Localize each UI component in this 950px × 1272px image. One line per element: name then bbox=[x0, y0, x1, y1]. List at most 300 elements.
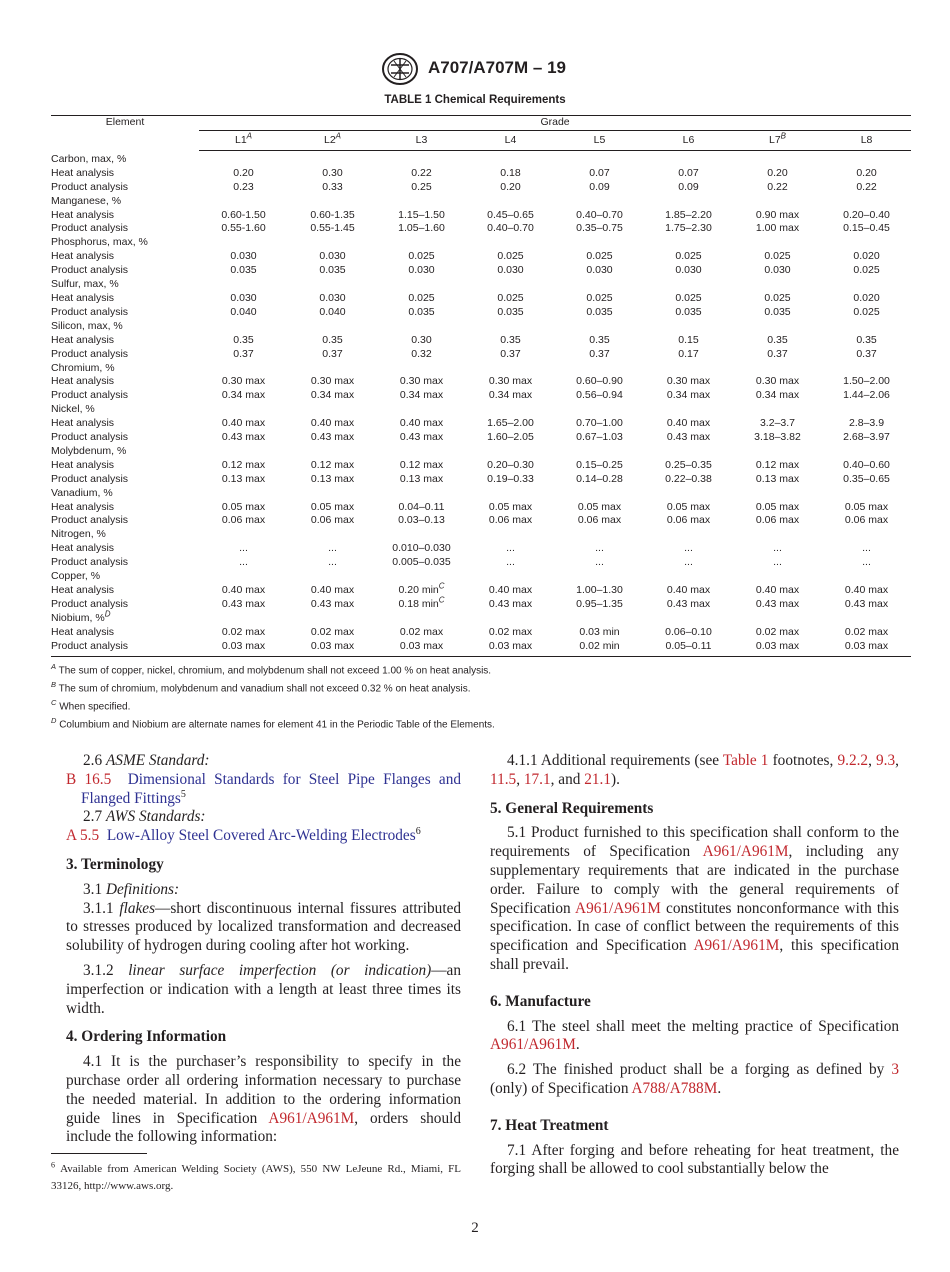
table-cell: 0.20 bbox=[500, 180, 521, 193]
table-cell: 0.010–0.030 bbox=[392, 542, 451, 555]
table-cell: 0.37 bbox=[500, 347, 521, 360]
heading-general-requirements: 5. General Requirements bbox=[490, 799, 654, 817]
element-name: Carbon, max, % bbox=[51, 152, 127, 165]
para-6-1: 6.1 The steel shall meet the melting practice of Specification A961/A961M. bbox=[490, 1017, 899, 1054]
table-row bbox=[51, 181, 911, 195]
table-cell: 0.04–0.11 bbox=[398, 500, 445, 513]
table-cell: 0.37 bbox=[856, 347, 877, 360]
table-cell: 0.15–0.25 bbox=[576, 458, 623, 471]
table-title: TABLE 1 Chemical Requirements bbox=[384, 94, 566, 106]
table-cell: 0.025 bbox=[764, 250, 791, 263]
table-cell: 0.35–0.65 bbox=[843, 472, 890, 485]
table-row bbox=[51, 167, 911, 181]
table-footnote: $^A$ The sum of copper, nickel, chromium, and molybdenum shall not exceed 1.00 % on heat analysis. bbox=[51, 662, 492, 677]
table-cell: 0.43 max bbox=[666, 597, 711, 610]
para-3-1-2: 3.1.2 linear surface imperfection (or indication)—an imperfection or indication with a length at least three times its width. bbox=[66, 961, 461, 1017]
table-cell: 0.70–1.00 bbox=[576, 417, 623, 430]
element-group-row bbox=[51, 150, 911, 166]
analysis-label: Product analysis bbox=[51, 389, 129, 402]
table-cell: 0.03 max bbox=[466, 640, 555, 656]
link-21-1[interactable]: 21.1 bbox=[584, 770, 611, 788]
table-cell: 0.55-1.45 bbox=[310, 222, 355, 235]
table-cell: 0.040 bbox=[319, 305, 346, 318]
table-cell: 0.025 bbox=[497, 291, 524, 304]
table-cell: 0.43 max bbox=[221, 597, 266, 610]
table-cell: 0.030 bbox=[764, 264, 791, 277]
analysis-label: Heat analysis bbox=[51, 458, 115, 471]
table-cell: 0.02 max bbox=[844, 625, 889, 638]
table-cell: 1.75–2.30 bbox=[665, 222, 712, 235]
table-cell: 0.30 max bbox=[666, 375, 711, 388]
table-cell: 0.40–0.70 bbox=[576, 208, 623, 221]
table-cell: 0.09 bbox=[678, 180, 699, 193]
chemical-requirements-table bbox=[51, 115, 911, 657]
table-cell: 0.12 max bbox=[221, 458, 266, 471]
element-header: Element bbox=[51, 116, 199, 151]
table-cell: 0.035 bbox=[497, 305, 524, 318]
table-cell: 0.60–0.90 bbox=[576, 375, 623, 388]
link-a961[interactable]: A961/A961M bbox=[693, 937, 780, 955]
table-cell: 0.03 min bbox=[579, 625, 620, 638]
page-header bbox=[0, 50, 950, 90]
table-cell: 0.34 max bbox=[666, 389, 711, 402]
element-name: Vanadium, % bbox=[51, 486, 113, 499]
table-row bbox=[51, 348, 911, 362]
link-a788[interactable]: A788/A788M bbox=[631, 1079, 718, 1097]
table-cell: 0.34 max bbox=[399, 389, 444, 402]
grade-l6-header: L6 bbox=[644, 130, 733, 150]
grade-l1-header: $L1^A$ bbox=[199, 130, 288, 150]
table-cell: 0.030 bbox=[675, 264, 702, 277]
table-footnote: $^B$ The sum of chromium, molybdenum and vanadium shall not exceed 0.32 % on heat analysis. bbox=[51, 679, 471, 695]
table-cell: 0.035 bbox=[764, 305, 791, 318]
table-cell: 0.06 max bbox=[666, 514, 711, 527]
element-name: Silicon, max, % bbox=[51, 319, 123, 332]
table-cell: 0.06 max bbox=[844, 514, 889, 527]
grade-l8-header: L8 bbox=[822, 130, 911, 150]
table-cell: 0.20 $\min^C$ bbox=[398, 581, 445, 596]
analysis-label: Heat analysis bbox=[51, 584, 115, 596]
table-cell: 0.35 bbox=[322, 333, 343, 346]
table-cell: 1.05–1.60 bbox=[398, 222, 445, 235]
table-row bbox=[51, 209, 911, 223]
link-11-5[interactable]: 11.5 bbox=[490, 770, 517, 788]
para-4-1: 4.1 It is the purchaser’s responsibility to specify in the purchase order all ordering information necessary to purchase the needed material. In addition to the ordering information guide lines in Specification A961/A961M, orders should include the following information: bbox=[66, 1053, 462, 1146]
grade-l5-header: L5 bbox=[555, 130, 644, 150]
table-cell: 0.14–0.28 bbox=[576, 472, 623, 485]
table-cell: 0.02 max bbox=[310, 625, 355, 638]
table-cell: 0.25 bbox=[411, 180, 432, 193]
table-footnote: $^C$ When specified. bbox=[51, 697, 131, 713]
table-cell: ... bbox=[773, 542, 782, 555]
table-cell: 0.035 bbox=[408, 305, 435, 318]
table-cell: 0.05 max bbox=[310, 500, 355, 513]
table-cell: 0.30 max bbox=[399, 375, 444, 388]
table-cell: 0.05–0.11 bbox=[644, 640, 733, 656]
table-cell: 0.12 max bbox=[399, 458, 444, 471]
table-cell: ... bbox=[862, 556, 871, 569]
table-cell: 1.50–2.00 bbox=[843, 375, 890, 388]
table-cell: 0.02 max bbox=[221, 625, 266, 638]
link-9-2-2[interactable]: 9.2.2 bbox=[837, 752, 869, 769]
analysis-label: Product analysis bbox=[51, 472, 129, 485]
analysis-label: Product analysis bbox=[51, 640, 199, 656]
table-cell: 0.035 bbox=[586, 305, 613, 318]
table-cell: 0.035 bbox=[230, 264, 257, 277]
table-cell: 0.13 max bbox=[310, 472, 355, 485]
table-cell: 0.37 bbox=[589, 347, 610, 360]
link-a961[interactable]: A961/A961M bbox=[575, 899, 661, 917]
element-group-row bbox=[51, 445, 911, 459]
table-cell: 0.030 bbox=[319, 250, 346, 263]
table-cell: 0.34 max bbox=[310, 389, 355, 402]
table-cell: 0.30 bbox=[322, 166, 343, 179]
table-cell: 0.030 bbox=[408, 264, 435, 277]
table-cell: 0.06 max bbox=[488, 514, 533, 527]
footnote-6: $^6$ Available from American Welding Society (AWS), 550 NW LeJeune Rd., Miami, FL 33126, http://www.aws.org. bbox=[51, 1160, 462, 1192]
element-group-row bbox=[51, 570, 911, 584]
table-cell: 0.025 bbox=[586, 250, 613, 263]
element-group-row bbox=[51, 195, 911, 209]
table-cell: 0.15–0.45 bbox=[843, 222, 890, 235]
table-cell: 0.025 bbox=[675, 291, 702, 304]
table-cell: 0.15 bbox=[678, 333, 699, 346]
table-cell: 1.00 max bbox=[755, 222, 800, 235]
right-column bbox=[490, 752, 899, 1179]
table-cell: 0.40 max bbox=[488, 584, 533, 596]
table-cell: 0.05 max bbox=[755, 500, 800, 513]
table-row bbox=[51, 306, 911, 320]
table-cell: 0.55-1.60 bbox=[221, 222, 266, 235]
table-cell: 0.03–0.13 bbox=[398, 514, 445, 527]
table-cell: 0.40 max bbox=[755, 584, 800, 596]
table-cell: 0.30 max bbox=[755, 375, 800, 388]
table-cell: 0.030 bbox=[497, 264, 524, 277]
table-cell: 0.35 bbox=[589, 333, 610, 346]
element-name: Nitrogen, % bbox=[51, 528, 106, 541]
table-cell: 0.90 max bbox=[755, 208, 800, 221]
table-cell: 0.43 max bbox=[310, 597, 355, 610]
grade-header: Grade bbox=[199, 116, 911, 131]
table-cell: 0.34 max bbox=[221, 389, 266, 402]
table-cell: ... bbox=[239, 556, 248, 569]
table-cell: 0.40 max bbox=[666, 417, 711, 430]
table-cell: 0.40 max bbox=[666, 584, 711, 596]
table-cell: 0.03 max bbox=[377, 640, 466, 656]
table-cell: 0.025 bbox=[853, 305, 880, 318]
table-cell: 0.23 bbox=[233, 180, 254, 193]
table-row bbox=[51, 584, 911, 598]
table-cell: 0.40 max bbox=[221, 417, 266, 430]
analysis-label: Product analysis bbox=[51, 597, 129, 610]
para-3-1-1: 3.1.1 flakes—short discontinuous internal fissures attributed to stresses produced by localized transformation and decreased solubility of hydrogen during cooling after hot working. bbox=[66, 899, 462, 955]
element-name: Copper, % bbox=[51, 570, 101, 583]
element-name: Niobium, %$^D$ bbox=[51, 609, 111, 624]
ref-b16-5[interactable]: B 16.5 Dimensional Standards for Steel Pipe Flanges and Flanged Fittings$^5$ bbox=[66, 770, 461, 807]
table-cell: 0.09 bbox=[589, 180, 610, 193]
analysis-label: Product analysis bbox=[51, 180, 129, 193]
table-cell: 0.20 bbox=[856, 166, 877, 179]
element-name: Sulfur, max, % bbox=[51, 278, 119, 291]
table-cell: ... bbox=[506, 556, 515, 569]
table-cell: 0.02 max bbox=[488, 625, 533, 638]
table-cell: 0.40–0.70 bbox=[487, 222, 534, 235]
table-cell: 0.43 max bbox=[666, 431, 711, 444]
analysis-label: Heat analysis bbox=[51, 375, 115, 388]
element-group-row bbox=[51, 278, 911, 292]
para-6-2: 6.2 The finished product shall be a forging as defined by 3 (only) of Specification A788/A788M. bbox=[490, 1061, 899, 1097]
table-cell: 3.2–3.7 bbox=[759, 417, 796, 430]
table-cell: 0.37 bbox=[767, 347, 788, 360]
table-row bbox=[51, 222, 911, 236]
table-footnote: $^D$ Columbium and Niobium are alternate names for element 41 in the Periodic Table of the Elements. bbox=[51, 715, 495, 731]
grade-l3-header: L3 bbox=[377, 130, 466, 150]
element-group-row bbox=[51, 487, 911, 501]
table-cell: 0.20 bbox=[233, 166, 254, 179]
table-cell: 0.025 bbox=[408, 291, 435, 304]
table-cell: ... bbox=[328, 556, 337, 569]
table-row bbox=[51, 501, 911, 515]
table-cell: ... bbox=[506, 542, 515, 555]
table-row bbox=[51, 417, 911, 431]
grade-l2-header: $L2^A$ bbox=[288, 130, 377, 150]
table-cell: 0.05 max bbox=[666, 500, 711, 513]
table-cell: 0.30 max bbox=[488, 375, 533, 388]
table-cell: 0.20 bbox=[767, 166, 788, 179]
table-cell: 0.43 max bbox=[221, 431, 266, 444]
element-group-row bbox=[51, 612, 911, 626]
table-row bbox=[51, 334, 911, 348]
table-cell: 0.37 bbox=[322, 347, 343, 360]
footnote-rule bbox=[51, 1153, 147, 1154]
analysis-label: Heat analysis bbox=[51, 291, 115, 304]
table-cell: 0.02 max bbox=[399, 625, 444, 638]
table-cell: 0.07 bbox=[589, 166, 610, 179]
table-cell: 1.65–2.00 bbox=[487, 417, 534, 430]
analysis-label: Product analysis bbox=[51, 222, 129, 235]
element-name: Molybdenum, % bbox=[51, 444, 127, 457]
link-17-1[interactable]: 17.1 bbox=[523, 770, 551, 788]
table-cell: 0.07 bbox=[678, 166, 699, 179]
table-cell: 0.025 bbox=[408, 250, 435, 263]
element-group-row bbox=[51, 403, 911, 417]
table-cell: 0.02 max bbox=[755, 625, 800, 638]
table-cell: 0.06 max bbox=[577, 514, 622, 527]
table-cell: 0.025 bbox=[675, 250, 702, 263]
table-row bbox=[51, 473, 911, 487]
table-row bbox=[51, 556, 911, 570]
table-cell: 0.22 bbox=[767, 180, 788, 193]
table-cell: 0.67–1.03 bbox=[576, 431, 623, 444]
link-section-3[interactable]: 3 bbox=[891, 1061, 899, 1079]
table-cell: 0.06 max bbox=[755, 514, 800, 527]
page-number: 2 bbox=[471, 1220, 479, 1236]
table-cell: 0.33 bbox=[322, 180, 343, 193]
table-cell: 0.25–0.35 bbox=[665, 458, 712, 471]
link-a961[interactable]: A961/A961M bbox=[702, 843, 789, 861]
table-cell: 0.06 max bbox=[310, 514, 355, 527]
analysis-label: Product analysis bbox=[51, 431, 129, 444]
table-cell: 0.30 max bbox=[221, 375, 266, 388]
para-7-1: 7.1 After forging and before reheating for heat treatment, the forging shall be allowed to cool substantially below the bbox=[490, 1141, 899, 1178]
table-cell: 0.020 bbox=[853, 291, 880, 304]
table-cell: 0.030 bbox=[319, 291, 346, 304]
table-cell: 0.43 max bbox=[844, 597, 889, 610]
table-cell: 0.03 max bbox=[733, 640, 822, 656]
heading-manufacture: 6. Manufacture bbox=[490, 992, 591, 1010]
table-cell: 0.005–0.035 bbox=[392, 556, 451, 569]
table-cell: 0.95–1.35 bbox=[576, 597, 623, 610]
analysis-label: Product analysis bbox=[51, 264, 129, 277]
table-cell: 0.22–0.38 bbox=[665, 472, 712, 485]
analysis-label: Product analysis bbox=[51, 556, 129, 569]
element-name: Manganese, % bbox=[51, 194, 122, 207]
table-cell: 0.12 max bbox=[310, 458, 355, 471]
table-row bbox=[51, 542, 911, 556]
analysis-label: Heat analysis bbox=[51, 417, 115, 430]
table-cell: 0.040 bbox=[230, 305, 257, 318]
element-name: Nickel, % bbox=[51, 403, 95, 416]
table-cell: ... bbox=[595, 542, 604, 555]
link-a961[interactable]: A961/A961M bbox=[490, 1036, 576, 1054]
analysis-label: Product analysis bbox=[51, 514, 129, 527]
table-cell: ... bbox=[862, 542, 871, 555]
heading-heat-treatment: 7. Heat Treatment bbox=[490, 1116, 609, 1134]
table-cell: 0.05 max bbox=[844, 500, 889, 513]
table-cell: 0.34 max bbox=[488, 389, 533, 402]
table-cell: 0.025 bbox=[586, 291, 613, 304]
element-group-row bbox=[51, 320, 911, 334]
table-cell: 0.03 max bbox=[288, 640, 377, 656]
table-cell: 0.37 bbox=[233, 347, 254, 360]
link-table-1[interactable]: Table 1 bbox=[722, 752, 769, 769]
designation: A707/A707M – 19 bbox=[428, 58, 566, 77]
table-cell: 0.40 max bbox=[221, 584, 266, 596]
table-cell: 0.30 max bbox=[310, 375, 355, 388]
table-row bbox=[51, 389, 911, 403]
analysis-label: Heat analysis bbox=[51, 208, 115, 221]
table-cell: 0.13 max bbox=[221, 472, 266, 485]
analysis-label: Heat analysis bbox=[51, 625, 115, 638]
table-cell: 0.40 max bbox=[310, 417, 355, 430]
table-cell: 0.19–0.33 bbox=[487, 472, 534, 485]
table-cell: 0.45–0.65 bbox=[487, 208, 534, 221]
table-footnotes bbox=[51, 660, 911, 732]
element-group-row bbox=[51, 528, 911, 542]
table-cell: 0.18 bbox=[500, 166, 521, 179]
element-group-row bbox=[51, 362, 911, 376]
table-cell: 0.40 max bbox=[399, 417, 444, 430]
table-cell: 0.22 bbox=[856, 180, 877, 193]
table-cell: 0.20–0.30 bbox=[487, 458, 534, 471]
para-5-1: 5.1 Product furnished to this specification shall conform to the requirements of Specification A961/A961M, including any supplementary requirements that are indicated in the purchase order. Failure to comply with the general requirements of Specification A961/A961M constitutes nonconformance with this specification. In case of conflict between the requirements of this specification and Specification A961/A961M, this specification shall prevail. bbox=[490, 824, 900, 973]
table-cell: 0.35 bbox=[856, 333, 877, 346]
table-cell: 1.15–1.50 bbox=[398, 208, 445, 221]
table-row bbox=[51, 640, 911, 656]
table-cell: 0.035 bbox=[319, 264, 346, 277]
table-cell: 0.35 bbox=[233, 333, 254, 346]
table-cell: 0.05 max bbox=[221, 500, 266, 513]
table-cell: ... bbox=[773, 556, 782, 569]
table-cell: 0.025 bbox=[764, 291, 791, 304]
table-cell: 2.68–3.97 bbox=[843, 431, 890, 444]
link-9-3[interactable]: 9.3 bbox=[876, 752, 896, 769]
analysis-label: Heat analysis bbox=[51, 166, 115, 179]
table-cell: 0.05 max bbox=[577, 500, 622, 513]
astm-logo-icon bbox=[380, 52, 420, 86]
analysis-label: Product analysis bbox=[51, 305, 129, 318]
table-cell: 0.13 max bbox=[755, 472, 800, 485]
table-cell: 0.20–0.40 bbox=[843, 208, 890, 221]
table-cell: 0.35 bbox=[500, 333, 521, 346]
table-cell: 0.06 max bbox=[221, 514, 266, 527]
table-cell: ... bbox=[328, 542, 337, 555]
table-cell: 0.40 max bbox=[844, 584, 889, 596]
table-cell: 2.8–3.9 bbox=[849, 417, 885, 430]
table-cell: 1.60–2.05 bbox=[487, 431, 534, 444]
grade-l7-header: $L7^B$ bbox=[733, 130, 822, 150]
link-a961[interactable]: A961/A961M bbox=[268, 1109, 355, 1127]
table-cell: 0.60-1.50 bbox=[221, 208, 266, 221]
table-cell: 0.12 max bbox=[755, 458, 800, 471]
table-cell: 0.18 $\min^C$ bbox=[398, 595, 445, 610]
table-row bbox=[51, 375, 911, 389]
table-cell: 0.43 max bbox=[488, 597, 533, 610]
para-3-1: 3.1 Definitions: bbox=[83, 880, 180, 898]
para-4-1-1: 4.1.1 Additional requirements (see Table 1 footnotes, 9.2.2, 9.3, 11.5, 17.1, and 21.1). bbox=[490, 752, 899, 788]
table-cell: 3.18–3.82 bbox=[754, 431, 801, 444]
table-row bbox=[51, 514, 911, 528]
section-2-7: 2.7 AWS Standards: bbox=[83, 808, 206, 826]
analysis-label: Heat analysis bbox=[51, 333, 115, 346]
heading-ordering-information: 4. Ordering Information bbox=[66, 1028, 227, 1046]
table-row bbox=[51, 431, 911, 445]
ref-a5-5[interactable]: A 5.5 Low-Alloy Steel Covered Arc-Welding Electrodes$^6$ bbox=[66, 826, 421, 845]
element-name: Chromium, % bbox=[51, 361, 115, 374]
table-cell: ... bbox=[684, 542, 693, 555]
table-cell: 0.32 bbox=[411, 347, 432, 360]
table-cell: 0.025 bbox=[853, 264, 880, 277]
analysis-label: Heat analysis bbox=[51, 500, 115, 513]
table-cell: ... bbox=[595, 556, 604, 569]
table-row bbox=[51, 598, 911, 612]
analysis-label: Product analysis bbox=[51, 347, 129, 360]
table-cell: 0.40–0.60 bbox=[843, 458, 890, 471]
table-cell: 0.06–0.10 bbox=[665, 625, 712, 638]
grade-l4-header: L4 bbox=[466, 130, 555, 150]
table-cell: 1.44–2.06 bbox=[843, 389, 890, 402]
table-cell: ... bbox=[239, 542, 248, 555]
table-row bbox=[51, 459, 911, 473]
table-cell: 0.60-1.35 bbox=[310, 208, 355, 221]
table-cell: 0.43 max bbox=[310, 431, 355, 444]
table-cell: 0.35 bbox=[767, 333, 788, 346]
left-column bbox=[66, 752, 461, 1147]
table-cell: 0.43 max bbox=[399, 431, 444, 444]
heading-terminology: 3. Terminology bbox=[66, 855, 164, 873]
table-cell: 0.30 bbox=[411, 333, 432, 346]
table-row bbox=[51, 292, 911, 306]
table-cell: 1.85–2.20 bbox=[665, 208, 712, 221]
table-cell: 0.56–0.94 bbox=[576, 389, 623, 402]
table-cell: 0.43 max bbox=[755, 597, 800, 610]
table-row bbox=[51, 250, 911, 264]
analysis-label: Heat analysis bbox=[51, 542, 115, 555]
table-cell: 1.00–1.30 bbox=[576, 584, 623, 596]
table-cell: 0.030 bbox=[586, 264, 613, 277]
table-cell: 0.02 min bbox=[555, 640, 644, 656]
table-cell: 0.03 max bbox=[822, 640, 911, 656]
